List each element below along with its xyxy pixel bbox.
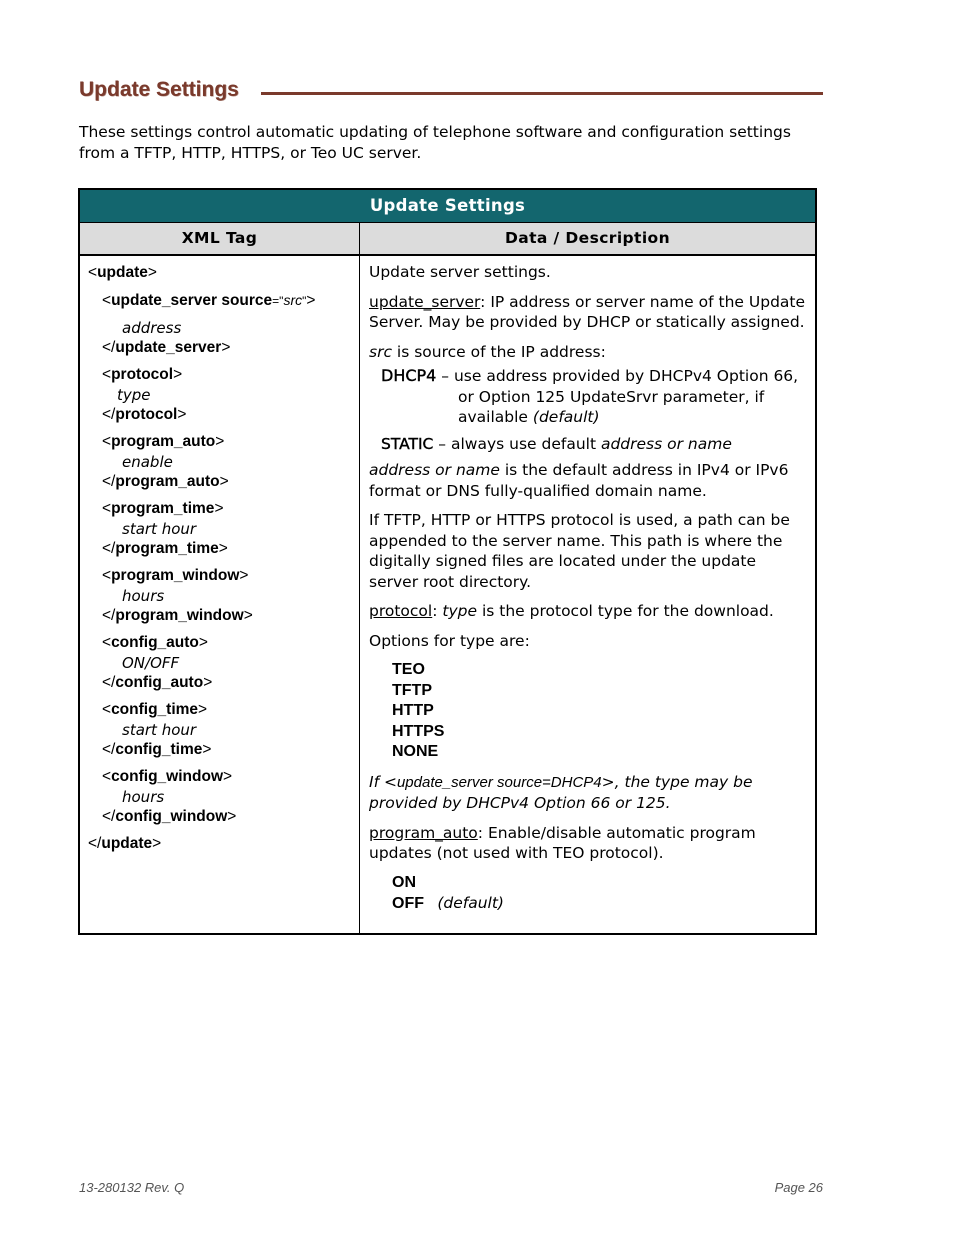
type-option: TEO: [392, 661, 425, 678]
xml-update-server-value: address: [122, 319, 182, 337]
xml-program-window-close: </program_window>: [102, 607, 253, 624]
table-title: Update Settings: [80, 190, 815, 223]
option-on: ON: [392, 873, 416, 891]
xml-protocol-value: type: [117, 386, 151, 404]
xml-update-server-close: </update_server>: [102, 339, 231, 356]
footer-doc-number: 13-280132 Rev. Q: [79, 1180, 185, 1195]
desc-options: Options for type are:: [369, 631, 530, 650]
desc-path: If TFTP, HTTP or HTTPS protocol is used, a path can be appended to the server name. This path is where the digitally signed files are located under the update server root directory.: [369, 511, 790, 591]
xml-config-window-open: <config_window>: [102, 768, 233, 785]
xml-config-time-open: <config_time>: [102, 701, 208, 718]
desc-address: address or name is the default address in IPv4 or IPv6 format or DNS fully-qualified domain name.: [369, 461, 789, 500]
type-option: TFTP: [392, 681, 432, 699]
type-option: NONE: [392, 743, 439, 760]
xml-program-auto-close: </program_auto>: [102, 473, 229, 490]
xml-config-window-close: </config_window>: [102, 808, 237, 825]
update-settings-table: [78, 188, 817, 935]
program-auto-options: [369, 873, 809, 915]
footer-page-number: Page 26: [774, 1180, 823, 1195]
xml-program-auto-value: enable: [122, 453, 173, 471]
xml-config-auto-open: <config_auto>: [102, 634, 208, 651]
desc-src: src is source of the IP address:: [369, 342, 606, 361]
desc-static: STATIC – always use default address or name: [381, 434, 732, 453]
desc-dhcp-note: If <update_server source=DHCP4>, the type may be provided by DHCPv4 Option 66 or 125.: [369, 772, 753, 812]
heading-rule: [261, 92, 823, 95]
desc-update-server: update_server: IP address or server name of the Update Server. May be provided by DHCP or statically assigned.: [369, 292, 806, 331]
xml-config-auto-value: ON/OFF: [122, 654, 180, 672]
xml-config-time-close: </config_time>: [102, 741, 212, 758]
column-header-description: Data / Description: [360, 223, 815, 256]
xml-config-auto-close: </config_auto>: [102, 674, 213, 691]
xml-program-time-close: </program_time>: [102, 540, 228, 557]
xml-tag-column: [88, 263, 356, 854]
desc-protocol: protocol: type is the protocol type for the download.: [369, 602, 774, 620]
xml-program-window-value: hours: [122, 587, 165, 605]
option-off: OFF (default): [392, 894, 504, 912]
section-heading: [79, 78, 823, 108]
xml-update-open: <update>: [88, 264, 157, 281]
xml-protocol-open: <protocol>: [102, 366, 183, 383]
xml-program-time-value: start hour: [122, 520, 197, 538]
desc-dhcp4: DHCP4 – use address provided by DHCPv4 Option 66, or Option 125 UpdateSrvr parameter, if available (default): [381, 366, 799, 426]
desc-program-auto: program_auto: Enable/disable automatic program updates (not used with TEO protocol).: [369, 823, 756, 862]
xml-update-server-open: <update_server source="src">: [102, 292, 316, 309]
xml-protocol-close: </protocol>: [102, 406, 187, 423]
protocol-type-list: [369, 660, 809, 763]
section-title: Update Settings: [79, 78, 239, 101]
xml-update-close: </update>: [88, 835, 162, 852]
description-column: [369, 262, 809, 924]
xml-config-time-value: start hour: [122, 721, 197, 739]
intro-paragraph: These settings control automatic updating of telephone software and configuration settings from a TFTP, HTTP, HTTPS, or Teo UC server.: [79, 123, 791, 162]
xml-program-auto-open: <program_auto>: [102, 433, 225, 450]
xml-config-window-value: hours: [122, 788, 165, 806]
xml-program-window-open: <program_window>: [102, 567, 249, 584]
desc-server-settings: Update server settings.: [369, 263, 551, 281]
column-header-xml-tag: XML Tag: [80, 223, 359, 256]
type-option: HTTP: [392, 702, 434, 719]
column-divider: [359, 223, 360, 933]
xml-program-time-open: <program_time>: [102, 500, 224, 517]
type-option: HTTPS: [392, 722, 445, 740]
